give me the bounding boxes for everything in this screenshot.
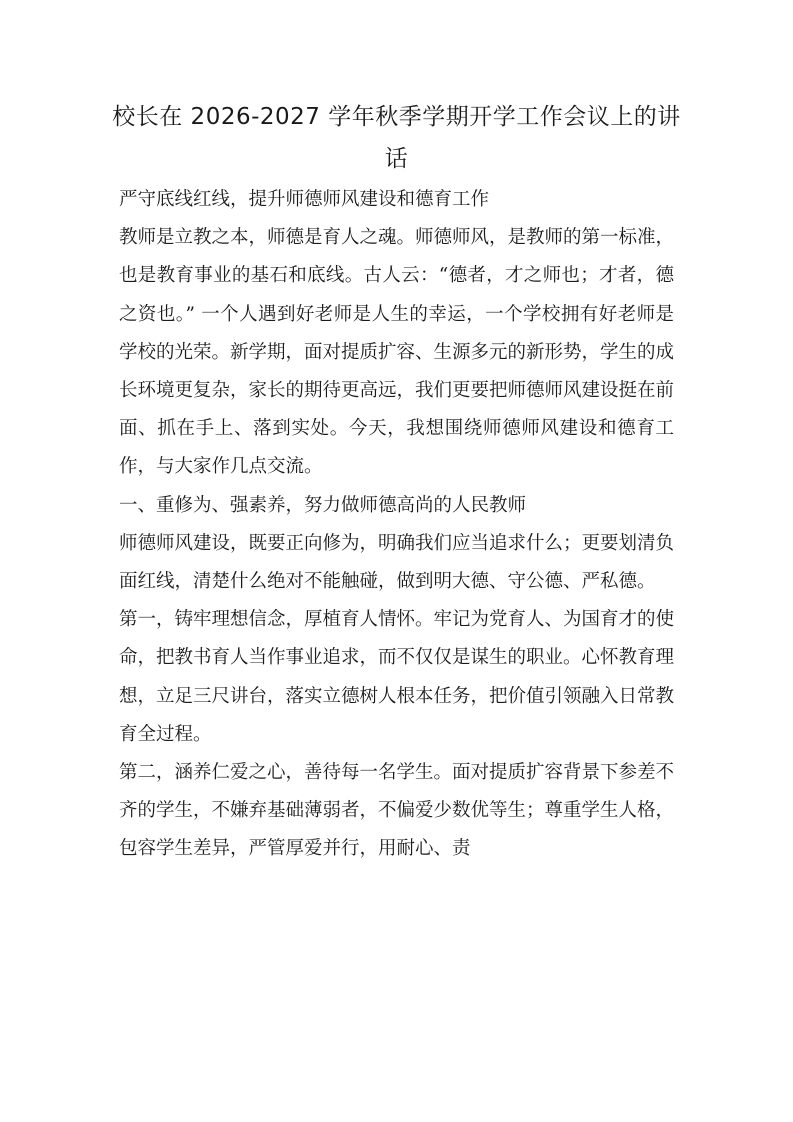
body-paragraph: 师德师风建设，既要正向修为，明确我们应当追求什么；更要划清负面红线，清楚什么绝对不能触碰，做到明大德、守公德、严私德。 bbox=[119, 532, 675, 593]
body-paragraph: 第一，铸牢理想信念，厚植育人情怀。牢记为党育人、为国育才的使命，把教书育人当作事业追求，而不仅仅是谋生的职业。心怀教育理想，立足三尺讲台，落实立德树人根本任务，把价值引领融入日常教育全过程。 bbox=[119, 609, 675, 745]
section-heading: 严守底线红线，提升师德师风建设和德育工作 bbox=[119, 189, 490, 210]
section-heading: 一、重修为、强素养，努力做师德高尚的人民教师 bbox=[119, 494, 527, 516]
document-body bbox=[119, 181, 674, 869]
body-paragraph: 教师是立教之本，师德是育人之魂。师德师风，是教师的第一标准，也是教育事业的基石和底线。古人云：“德者，才之师也；才者，德之资也。” 一个人遇到好老师是人生的幸运，一个学校拥有好老师是学校的光荣。新学期，面对提质扩容、生源多元的新形势，学生的成长环境更复杂，家长的期待更高远，我们更要把师德师风建设挺在前面、抓在手上、落到实处。今天，我想围绕师德师风建设和德育工作，与大家作几点交流。 bbox=[119, 227, 675, 478]
body-paragraph: 第二，涵养仁爱之心，善待每一名学生。面对提质扩容背景下参差不齐的学生，不嫌弃基础薄弱者，不偏爱少数优等生；尊重学生人格，包容学生差异，严管厚爱并行，用耐心、责 bbox=[119, 762, 675, 860]
document-title: 校长在 2026-2027 学年秋季学期开学工作会议上的讲话 bbox=[112, 104, 681, 172]
